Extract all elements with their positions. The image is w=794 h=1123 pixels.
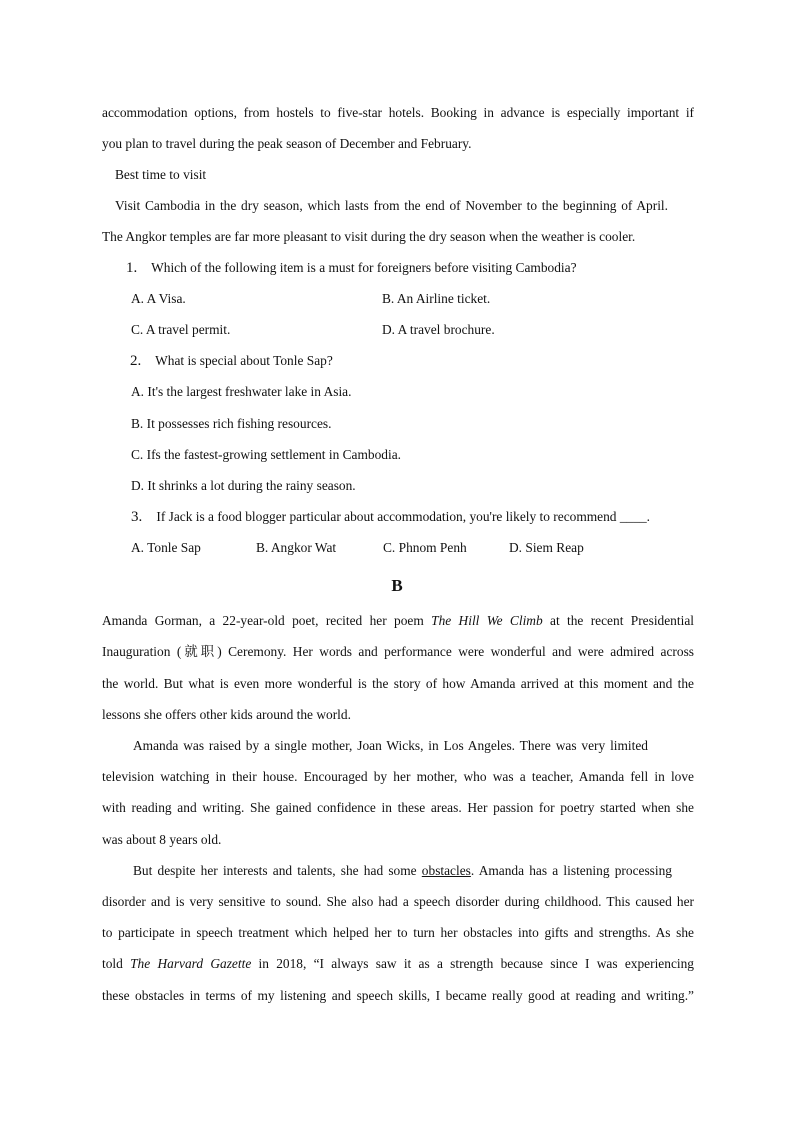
option-3d: D. Siem Reap (509, 540, 584, 555)
paragraph-line: told The Harvard Gazette in 2018, “I always saw it as a strength because since I was experiencing (102, 956, 694, 971)
paragraph-line: Inauguration (就职) Ceremony. Her words and performance were wonderful and were admired across (102, 644, 694, 659)
paragraph-line: the world. But what is even more wonderful is the story of how Amanda arrived at this moment and the (102, 676, 694, 691)
paragraph-line: The Angkor temples are far more pleasant to visit during the dry season when the weather is cooler. (102, 229, 636, 244)
subheading-best-time: Best time to visit (115, 167, 207, 182)
section-heading-b: B (391, 576, 403, 595)
option-2b: B. It possesses rich fishing resources. (131, 416, 332, 431)
poem-title: The Hill We Climb (431, 613, 543, 628)
paragraph-line: you plan to travel during the peak season of December and February. (102, 136, 472, 151)
question-text: Which of the following item is a must for foreigners before visiting Cambodia? (151, 260, 577, 275)
question-number: 1. (126, 260, 138, 276)
question-text: If Jack is a food blogger particular about accommodation, you're likely to recommend ____. (156, 509, 650, 524)
paragraph-line: disorder and is very sensitive to sound. She also had a speech disorder during childhood. This caused her (102, 894, 694, 909)
question-text: What is special about Tonle Sap? (155, 353, 333, 368)
publication-title: The Harvard Gazette (130, 956, 252, 971)
option-1b: B. An Airline ticket. (382, 291, 491, 306)
option-2d: D. It shrinks a lot during the rainy season. (131, 478, 356, 493)
paragraph-line: these obstacles in terms of my listening and speech skills, I became really good at reading and writing.” (102, 988, 694, 1003)
paragraph-line: Amanda Gorman, a 22-year-old poet, recited her poem The Hill We Climb at the recent Presidential (102, 613, 694, 628)
question-3 (131, 507, 671, 527)
paragraph-line: Visit Cambodia in the dry season, which lasts from the end of November to the beginning of April. (115, 198, 668, 213)
paragraph-line: was about 8 years old. (102, 832, 222, 847)
paragraph-line: accommodation options, from hostels to five-star hotels. Booking in advance is especially important if (102, 105, 694, 120)
option-3c: C. Phnom Penh (383, 540, 467, 555)
paragraph-line: But despite her interests and talents, she had some obstacles. Amanda has a listening processing (133, 863, 672, 878)
option-1c: C. A travel permit. (131, 322, 231, 337)
question-number: 2. (130, 353, 142, 369)
option-3b: B. Angkor Wat (256, 540, 337, 555)
option-2c: C. Ifs the fastest-growing settlement in Cambodia. (131, 447, 402, 462)
option-1d: D. A travel brochure. (382, 322, 495, 337)
paragraph-line: television watching in their house. Encouraged by her mother, who was a teacher, Amanda fell in love (102, 769, 694, 784)
paragraph-line: lessons she offers other kids around the world. (102, 707, 351, 722)
underlined-word: obstacles (421, 863, 471, 878)
question-2 (130, 351, 722, 371)
paragraph-line: Amanda was raised by a single mother, Joan Wicks, in Los Angeles. There was very limited (133, 738, 648, 753)
option-2a: A. It's the largest freshwater lake in Asia. (131, 384, 352, 399)
option-1a: A. A Visa. (131, 291, 186, 306)
paragraph-line: with reading and writing. She gained confidence in these areas. Her passion for poetry started when she (102, 800, 694, 815)
question-1 (126, 258, 718, 278)
question-number: 3. (131, 509, 143, 525)
paragraph-line: to participate in speech treatment which helped her to turn her obstacles into gifts and strengths. As she (102, 925, 694, 940)
option-3a: A. Tonle Sap (131, 540, 201, 555)
